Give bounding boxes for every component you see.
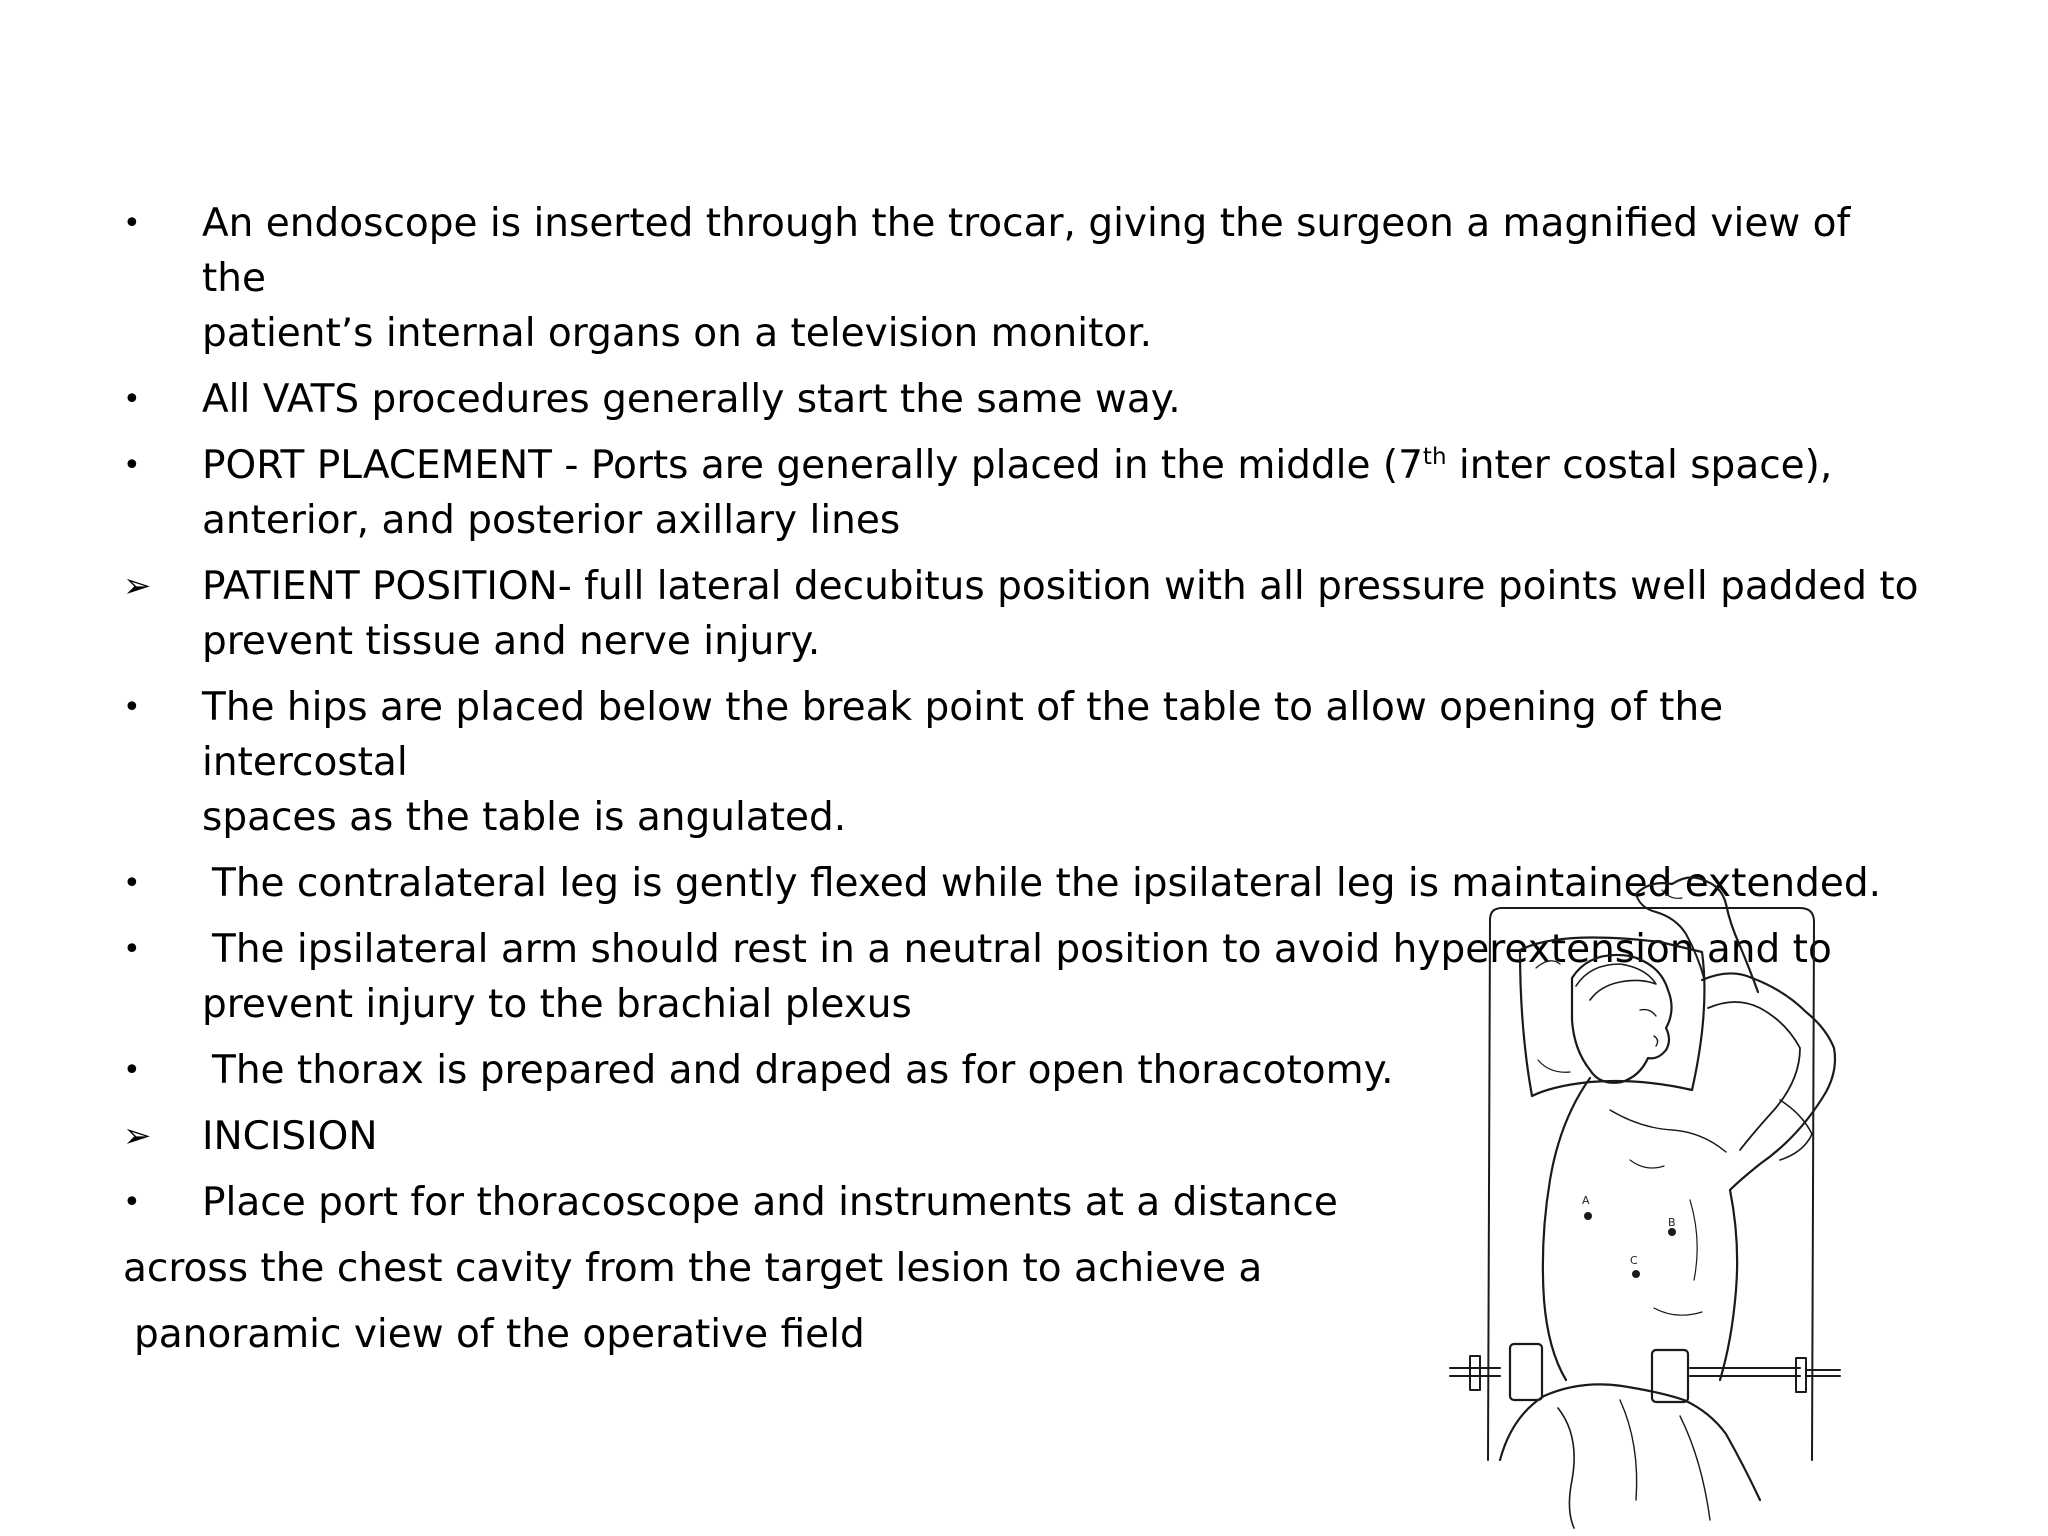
port-label-a: A xyxy=(1582,1194,1590,1207)
bullet-text-line2: prevent tissue and nerve injury. xyxy=(202,619,821,664)
bullet-vats-start xyxy=(123,372,1923,427)
chest-contour xyxy=(1630,1160,1664,1168)
bullet-text: Place port for thoracoscope and instruments at a distance xyxy=(202,1180,1338,1225)
bullet-marker: • xyxy=(123,866,141,901)
ordinal-superscript: th xyxy=(1422,444,1447,470)
table-outline xyxy=(1488,920,1490,1460)
extended-arm xyxy=(1702,973,1835,1190)
drape-fold xyxy=(1680,1416,1710,1520)
bullet-text: The ipsilateral arm should rest in a neutral position to avoid hyperextension and to xyxy=(212,927,1832,972)
chest-contour xyxy=(1610,1110,1726,1152)
bullet-marker: • xyxy=(123,448,141,483)
bullet-text-part: inter costal space), xyxy=(1446,443,1833,488)
arm-drape xyxy=(1780,1100,1812,1160)
bullet-text xyxy=(202,438,1923,493)
bullet-text-part: PORT PLACEMENT - Ports are generally placed in the middle (7 xyxy=(202,443,1423,488)
bullet-marker: • xyxy=(123,690,141,725)
bullet-port-placement xyxy=(123,438,1923,548)
drape-fold xyxy=(1558,1408,1574,1528)
bullet-marker: • xyxy=(123,1053,141,1088)
patient-lateral-decubitus-illustration xyxy=(1440,860,1900,1530)
bullet-text: PATIENT POSITION- full lateral decubitus position with all pressure points well padded to xyxy=(202,564,1919,609)
bullet-hips xyxy=(123,680,1923,845)
bullet-text: INCISION xyxy=(202,1114,378,1159)
pillow-shading xyxy=(1536,961,1560,968)
bullet-endoscope xyxy=(123,196,1923,361)
bullet-text-line2: prevent injury to the brachial plexus xyxy=(202,982,912,1027)
mouth xyxy=(1654,1036,1658,1046)
continuation-line: across the chest cavity from the target lesion to achieve a xyxy=(123,1246,1263,1291)
side-bar xyxy=(1450,1368,1500,1376)
hair xyxy=(1576,964,1656,1000)
extended-arm xyxy=(1708,1002,1800,1150)
bullet-marker: • xyxy=(123,206,141,241)
drape-fold xyxy=(1620,1400,1637,1500)
abdomen-contour xyxy=(1654,1308,1702,1315)
hip-support-right xyxy=(1652,1350,1688,1402)
port-marker-a xyxy=(1585,1213,1591,1219)
side-bar xyxy=(1806,1370,1840,1376)
port-marker-c xyxy=(1633,1271,1639,1277)
port-marker-b xyxy=(1669,1229,1675,1235)
bullet-text: The contralateral leg is gently flexed while the ipsilateral leg is maintained extended. xyxy=(212,861,1882,906)
arrow-bullet-icon: ➢ xyxy=(123,1116,152,1156)
continuation-line: panoramic view of the operative field xyxy=(134,1312,865,1357)
bullet-marker: • xyxy=(123,1185,141,1220)
bullet-text-line2: patient’s internal organs on a television monitor. xyxy=(202,311,1153,356)
bullet-text: All VATS procedures generally start the same way. xyxy=(202,377,1181,422)
bullet-text: The thorax is prepared and draped as for open thoracotomy. xyxy=(212,1048,1394,1093)
hand-detail xyxy=(1662,890,1682,898)
hip-support-left xyxy=(1510,1344,1542,1400)
bullet-text: An endoscope is inserted through the trocar, giving the surgeon a magnified view of the xyxy=(202,201,1851,301)
bullet-marker: • xyxy=(123,932,141,967)
bullet-text: The hips are placed below the break point of the table to allow opening of the intercostal xyxy=(202,685,1724,785)
torso-right-contour xyxy=(1720,1190,1737,1380)
rib-contour xyxy=(1690,1200,1697,1280)
bullet-patient-position xyxy=(123,559,1923,669)
bar-clamp xyxy=(1470,1356,1480,1390)
port-label-c: C xyxy=(1630,1254,1638,1267)
torso-left-contour xyxy=(1543,1078,1590,1380)
raised-arm xyxy=(1636,894,1704,978)
side-bar xyxy=(1690,1368,1800,1376)
bullet-text-line2: spaces as the table is angulated. xyxy=(202,795,847,840)
pillow-shading xyxy=(1538,1060,1570,1072)
arrow-bullet-icon: ➢ xyxy=(123,566,152,606)
drape xyxy=(1500,1384,1760,1500)
bullet-text-line2: anterior, and posterior axillary lines xyxy=(202,498,901,543)
port-label-b: B xyxy=(1668,1216,1676,1229)
eye xyxy=(1640,1010,1656,1016)
bullet-marker: • xyxy=(123,382,141,417)
